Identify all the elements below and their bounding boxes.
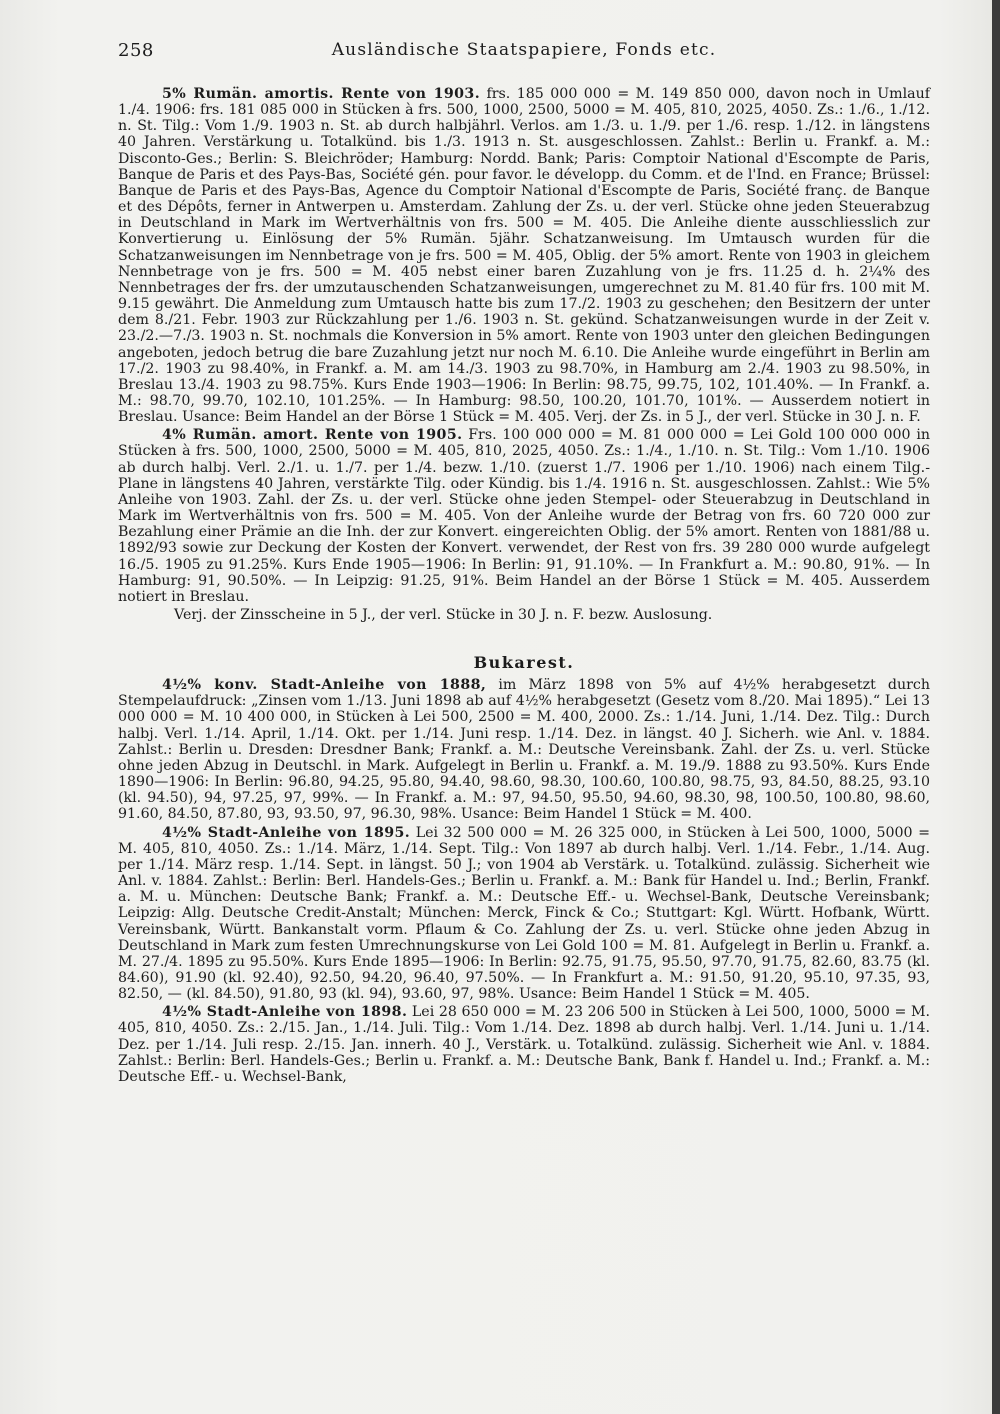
entry-bukarest-1895 bbox=[118, 825, 930, 1003]
entry-bukarest-1888 bbox=[118, 677, 930, 822]
entry-heading: 4½% Stadt-Anleihe von 1895. bbox=[162, 824, 411, 841]
entry-note: Verj. der Zinsscheine in 5 J., der verl. Stücke in 30 J. n. F. bezw. Auslosung. bbox=[174, 607, 713, 623]
entry-heading: 4½% konv. Stadt-Anleihe von 1888, bbox=[162, 677, 487, 694]
entry-text: Frs. 100 000 000 = M. 81 000 000 = Lei Gold 100 000 000 in Stücken à frs. 500, 1000, 2500, 5000 = M. 405, 810, 2025, 4050. Zs.: 1./4., 1./10. n. St. Tilg.: Vom 1./10. 1906 ab durch halbj. Verl. 2./1. u. 1./7. per 1./4. bezw. 1./10. (zuerst 1./7. 1906 per 1./10. 1906) nach einem Tilg.-Plane in längstens 40 Jahren, verstärkte Tilg. oder Kündig. bis 1./4. 1916 n. St. ausgeschlossen. Zahlst.: Wie 5% Anleihe von 1903. Zahl. der Zs. u. der verl. Stücke ohne jeden Stempel- oder Steuerabzug in Deutschland in Mark im Wertverhältnis von frs. 500 = M. 405. Von der Anleihe wurde der Betrag von frs. 60 720 000 zur Bezahlung einer Prämie an die Inh. der zur Konvert. eingereichten Oblig. der 5% amort. Renten von 1881/88 u. 1892/93 sowie zur Deckung der Kosten der Konvert. verwendet, der Rest von frs. 39 280 000 wurde aufgelegt 16./5. 1905 zu 91.25%. Kurs Ende 1905—1906: In Berlin: 91, 91.10%. — In Frankfurt a. M.: 90.80, 91%. — In Hamburg: 91, 90.50%. — In Leipzig: 91.25, 91%. Beim Handel an der Börse 1 Stück = M. 405. Ausserdem notiert in Breslau. bbox=[118, 427, 930, 605]
entry-heading: 5% Rumän. amortis. Rente von 1903. bbox=[162, 86, 481, 102]
entry-heading: 4½% Stadt-Anleihe von 1898. bbox=[162, 1004, 408, 1021]
entry-text: Lei 32 500 000 = M. 26 325 000, in Stücken à Lei 500, 1000, 5000 = M. 405, 810, 4050. Zs.: 1./14. März, 1./14. Sept. Tilg.: Von 1897 ab durch halbj. Verl. 1./14. Febr., 1./14. Aug. per 1./14. März resp. 1./14. Sept. in längst. 50 J.; von 1904 ab Verstärk. u. Totalkünd. zulässig. Sicherheit wie Anl. v. 1884. Zahlst.: Berlin: Berl. Handels-Ges.; Berlin u. Frankf. a. M.: Bank für Handel u. Ind.; Berlin, Frankf. a. M. u. München: Deutsche Bank; Frankf. a. M.: Deutsche Eff.- u. Wechsel-Bank, Deutsche Vereinsbank; Leipzig: Allg. Deutsche Credit-Anstalt; München: Merck, Finck & Co.; Stuttgart: Kgl. Württ. Hofbank, Württ. Vereinsbank, Württ. Bankanstalt vorm. Pflaum & Co. Zahlung der Zs. u. verl. Stücke ohne jeden Abzug in Deutschland in Mark zum festen Umrechnungskurse von Lei Gold 100 = M. 81. Aufgelegt in Berlin u. Frankf. a. M. 27./4. 1895 zu 95.50%. Kurs Ende 1895—1906: In Berlin: 92.75, 91.75, 95.50, 97.70, 91.75, 82.60, 83.75 (kl. 84.60), 91.90 (kl. 92.40), 92.50, 94.20, 96.40, 97.50%. — In Frankfurt a. M.: 91.50, 91.20, 95.10, 97.35, 93, 82.50, — (kl. 84.50), 91.80, 93 (kl. 94), 93.60, 97, 98%. Usance: Beim Handel 1 Stück = M. 405. bbox=[118, 824, 930, 1003]
running-title: Ausländische Staatspapiere, Fonds etc. bbox=[331, 40, 717, 60]
scan-edge bbox=[992, 0, 1000, 1414]
page-number: 258 bbox=[118, 40, 154, 61]
entry-rumaen-rente-1905 bbox=[118, 427, 930, 605]
body-text bbox=[118, 86, 930, 1087]
section-title-bukarest: Bukarest. bbox=[473, 653, 575, 673]
entry-text: Lei 28 650 000 = M. 23 206 500 in Stücken à Lei 500, 1000, 5000 = M. 405, 810, 4050. Zs.: 2./15. Jan., 1./14. Juli. Tilg.: Vom 1./14. Dez. 1898 ab durch halbj. Verl. 1./14. Juni u. 1./14. Dez. per 1./14. Juli resp. 2./15. Jan. innerh. 40 J., Verstärk. u. Totalkünd. zulässig. Sicherheit wie Anl. v. 1884. Zahlst.: Berlin: Berl. Handels-Ges.; Berlin u. Frankf. a. M.: Deutsche Bank, Bank f. Handel u. Ind.; Frankf. a. M.: Deutsche Eff.- u. Wechsel-Bank, bbox=[118, 1004, 930, 1085]
entry-rumaen-rente-1903 bbox=[118, 86, 930, 425]
page-header bbox=[118, 40, 930, 64]
entry-heading: 4% Rumän. amort. Rente von 1905. bbox=[162, 427, 463, 444]
entry-text: im März 1898 von 5% auf 4½% herabgesetzt durch Stempelaufdruck: „Zinsen vom 1./13. Juni 1898 ab auf 4½% herabgesetzt (Gesetz vom 8./20. Mai 1895).“ Lei 13 000 000 = M. 10 400 000, in Stücken à Lei 500, 2500 = M. 400, 2000. Zs.: 1./14. Juni, 1./14. Dez. Tilg.: Durch halbj. Verl. 1./14. April, 1./14. Okt. per 1./14. Juni resp. 1./14. Dez. in längst. 40 J. Sicherh. wie Anl. v. 1884. Zahlst.: Berlin u. Dresden: Dresdner Bank; Frankf. a. M.: Deutsche Vereinsbank. Zahl. der Zs. u. verl. Stücke ohne jeden Abzug in Deutschl. in Mark. Aufgelegt in Berlin u. Frankf. a. M. 19./9. 1888 zu 93.50%. Kurs Ende 1890—1906: In Berlin: 96.80, 94.25, 95.80, 94.40, 98.60, 98.30, 100.60, 100.80, 98.75, 93, 84.50, 88.25, 93.10 (kl. 94.50), 94, 97.25, 97, 99%. — In Frankf. a. M.: 97, 94.50, 95.50, 94.60, 98.30, 98, 100.50, 100.80, 98.60, 91.60, 84.50, 87.80, 93, 93.50, 97, 96.30, 98%. Usance: Beim Handel 1 Stück = M. 400. bbox=[118, 677, 930, 823]
entry-text: frs. 185 000 000 = M. 149 850 000, davon noch in Umlauf 1./4. 1906: frs. 181 085 000 in Stücken à frs. 500, 1000, 2500, 5000 = M. 405, 810, 2025, 4050. Zs.: 1./6., 1./12. n. St. Tilg.: Vom 1./9. 1903 n. St. ab durch halbjährl. Verlos. am 1./3. u. 1./9. per 1./6. resp. 1./12. in längstens 40 Jahren. Verstärkung u. Totalkünd. bis 1./3. 1913 n. St. ausgeschlossen. Zahlst.: Berlin u. Frankf. a. M.: Disconto-Ges.; Berlin: S. Bleichröder; Hamburg: Nordd. Bank; Paris: Comptoir National d'Escompte de Paris, Banque de Paris et des Pays-Bas, Société gén. pour favor. le développ. du Comm. et de l'Ind. en France; Brüssel: Banque de Paris et des Pays-Bas, Agence du Comptoir National d'Escompte de Paris, Société franç. de Banque et des Dépôts, ferner in Antwerpen u. Amsterdam. Zahlung der Zs. u. der verl. Stücke ohne jeden Steuerabzug in Deutschland in Mark im Wertverhältnis von frs. 500 = M. 405. Die Anleihe diente ausschliesslich zur Konvertierung u. Einlösung der 5% Rumän. 5jähr. Schatzanweisung. Im Umtausch wurden für die Schatzanweisungen im Nennbetrage von je frs. 500 = M. 405, Oblig. der 5% amort. Rente von 1903 in gleichem Nennbetrage von je frs. 500 = M. 405 nebst einer baren Zuzahlung von je frs. 11.25 d. h. 2¼% des Nennbetrages der frs. der umzutauschenden Schatzanweisungen, umgerechnet zu M. 81.40 für frs. 100 mit M. 9.15 gewährt. Die Anmeldung zum Umtausch hatte bis zum 17./2. 1903 zu geschehen; den Besitzern der unter dem 8./21. Febr. 1903 zur Rückzahlung per 1./6. 1903 n. St. gekünd. Schatzanweisungen wurde in der Zeit v. 23./2.—7./3. 1903 n. St. nochmals die Konversion in 5% amort. Rente von 1903 unter den gleichen Bedingungen angeboten, jedoch betrug die bare Zuzahlung jetzt nur noch M. 6.10. Die Anleihe wurde eingeführt in Berlin am 17./2. 1903 zu 98.40%, in Frankf. a. M. am 14./3. 1903 zu 98.70%, in Hamburg am 2./4. 1903 zu 98.50%, in Breslau 13./4. 1903 zu 98.75%. Kurs Ende 1903—1906: In Berlin: 98.75, 99.75, 102, 101.40%. — In Frankf. a. M.: 98.70, 99.70, 102.10, 101.25%. — In Hamburg: 98.50, 100.20, 101.70, 101%. — Ausserdem notiert in Breslau. Usance: Beim Handel an der Börse 1 Stück = M. 405. Verj. der Zs. in 5 J., der verl. Stücke in 30 J. n. F. bbox=[118, 86, 930, 426]
entry-bukarest-1898 bbox=[118, 1004, 930, 1085]
